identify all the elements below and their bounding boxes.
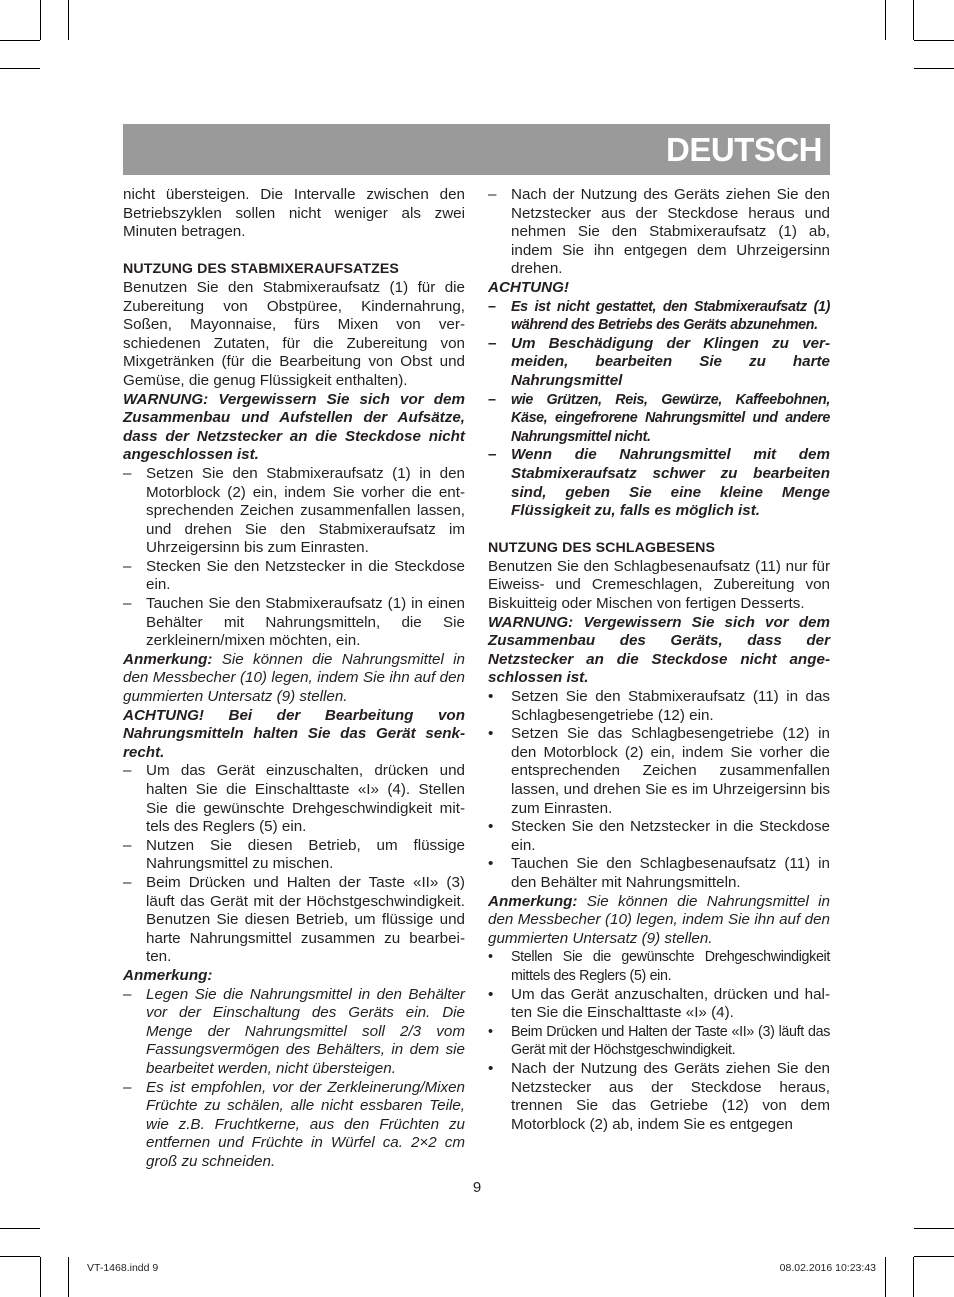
caution-label: ACHTUNG! (488, 278, 569, 296)
left-column (123, 186, 465, 1171)
list-item: • Um das Gerät anzuschalten, drücken und halten Sie die Einschalttaste «I» (4). (488, 986, 830, 1023)
list-item: – Stecken Sie den Netzstecker in die Steckdose ein. (123, 558, 465, 595)
crop-mark (0, 40, 40, 41)
list-item: – Beim Drücken und Halten der Taste «II» (3) läuft das Gerät mit der Höchstgeschwindigkeit. Benutzen Sie diesen Betrieb, um flüssige und harte Nahrungsmittel zusammen zu bearbeiten. (123, 874, 465, 967)
list-item: – Setzen Sie den Stabmixeraufsatz (1) in den Motorblock (2) ein, indem Sie vorher die entsprechenden Zeichen zusammenfallen lassen, und drehen Sie den Stabmixeraufsatz im Uhrzeigersinn bis zum Einrasten. (123, 465, 465, 558)
caution-list (488, 298, 830, 521)
footer-file-info: VT-1468.indd 9 (87, 1262, 159, 1274)
crop-mark (68, 0, 69, 40)
bullet-list (488, 688, 830, 893)
caution-paragraph: ACHTUNG! Bei der Bearbeitung von Nahrungsmitteln halten Sie das Gerät senkrecht. (123, 706, 465, 761)
crop-mark (914, 40, 954, 41)
list-item: – Um Beschädigung der Klingen zu vermeiden, bearbeiten Sie zu harte Nahrungsmittel (488, 335, 830, 391)
right-column (488, 186, 830, 1134)
list-item: – Es ist empfohlen, vor der Zerkleinerung/Mixen Früchte zu schälen, alle nicht essbaren Teile, wie z.B. Fruchtkerne, aus den Früchten zu entfernen und Früchte in Würfel ca. 2×2 cm groß zu schneiden. (123, 1079, 465, 1172)
note-label: Anmerkung: (488, 892, 578, 910)
crop-mark (40, 0, 41, 40)
list-item: – Nutzen Sie diesen Betrieb, um flüssige Nahrungsmittel zu mischen. (123, 837, 465, 874)
crop-mark (885, 1257, 886, 1297)
instruction-list (123, 465, 465, 651)
warning-paragraph: WARNUNG: Vergewissern Sie sich vor dem Zusammenbau und Aufstellen der Aufsätze, dass der Netzstecker an die Steckdose nicht angeschlossen ist. (123, 390, 465, 464)
note-paragraph (488, 893, 830, 949)
crop-mark (40, 1257, 41, 1297)
intro-paragraph: nicht übersteigen. Die Intervalle zwischen den Betriebszyklen sollen nicht weniger als zwei Minuten betragen. (123, 186, 465, 241)
instruction-list (123, 762, 465, 967)
list-item: • Beim Drücken und Halten der Taste «II» (3) läuft das Gerät mit der Höchstgeschwindigkeit. (488, 1023, 830, 1060)
section-heading: NUTZUNG DES SCHLAGBESENS (488, 540, 716, 557)
footer-timestamp: 08.02.2016 10:23:43 (779, 1262, 876, 1274)
list-item: • Stellen Sie die gewünschte Drehgeschwindigkeit mittels des Reglers (5) ein. (488, 948, 830, 985)
crop-mark (914, 1228, 954, 1229)
note-text: Sie können die Nahrungsmittel in den Messbecher (10) legen, indem Sie ihn auf den gummierten Untersatz (9) stellen. (488, 892, 830, 947)
crop-mark (914, 68, 954, 69)
body-paragraph: Benutzen Sie den Stabmixeraufsatz (1) für die Zubereitung von Obstpüree, Kindernahrung, Soßen, Mayonnaise, fürs Mixen von verschiedenen Zutaten, für die Zubereitung von Mixgetränken (für die Bearbeitung von Obst und Gemüse, die genug Flüssigkeit enthalten). (123, 278, 465, 389)
list-item: – Es ist nicht gestattet, den Stabmixeraufsatz (1) während des Betriebs des Geräts abzunehmen. (488, 298, 830, 335)
list-item: • Setzen Sie das Schlagbesengetriebe (12) in den Motorblock (2) ein, indem Sie vorher die entsprechenden Zeichen zusammenfallen lassen, und drehen Sie es im Uhrzeigersinn bis zum Einrasten. (488, 725, 830, 818)
crop-mark (913, 0, 914, 40)
list-item: – Wenn die Nahrungsmittel mit dem Stabmixeraufsatz schwer zu bearbeiten sind, geben Sie eine kleine Menge Flüssigkeit zu, falls es möglich ist. (488, 446, 830, 520)
crop-mark (0, 68, 40, 69)
crop-mark (913, 1257, 914, 1297)
crop-mark (914, 1256, 954, 1257)
crop-mark (885, 0, 886, 40)
note-paragraph (123, 651, 465, 707)
crop-mark (0, 1256, 40, 1257)
warning-paragraph: WARNUNG: Vergewissern Sie sich vor dem Zusammenbau des Geräts, dass der Netzstecker an die Steckdose nicht angeschlossen ist. (488, 613, 830, 687)
list-item: • Nach der Nutzung des Geräts ziehen Sie den Netzstecker aus der Steckdose heraus, trennen Sie das Getriebe (12) von dem Motorblock (2) ab, indem Sie es entgegen (488, 1060, 830, 1134)
note-list (123, 986, 465, 1172)
note-label: Anmerkung: (123, 650, 213, 668)
list-item: • Stecken Sie den Netzstecker in die Steckdose ein. (488, 818, 830, 855)
instruction-list (488, 186, 830, 279)
list-item: – Tauchen Sie den Stabmixeraufsatz (1) in einen Behälter mit Nahrungsmitteln, die Sie zerkleinern/mixen möchten, ein. (123, 595, 465, 651)
section-heading: NUTZUNG DES STABMIXERAUFSATZES (123, 261, 399, 278)
bullet-list (488, 948, 830, 1134)
list-item: – wie Grützen, Reis, Gewürze, Kaffeebohnen, Käse, eingefrorene Nahrungsmittel und andere Nahrungsmittel nicht. (488, 391, 830, 447)
header-bar (123, 124, 830, 175)
page-title: DEUTSCH (665, 131, 822, 168)
list-item: – Legen Sie die Nahrungsmittel in den Behälter vor der Einschaltung des Geräts ein. Die Menge der Nahrungsmittel soll 2/3 vom Fassungsvermögen des Behälters, in dem sie bearbeitet werden, nicht übersteigen. (123, 986, 465, 1079)
page-number: 9 (472, 1179, 482, 1196)
crop-mark (0, 1228, 40, 1229)
list-item: – Um das Gerät einzuschalten, drücken und halten Sie die Einschalttaste «I» (4). Stellen Sie die gewünschte Drehgeschwindigkeit mittels des Reglers (5) ein. (123, 762, 465, 836)
crop-mark (68, 1257, 69, 1297)
body-paragraph: Benutzen Sie den Schlagbesenaufsatz (11) nur für Eiweiss- und Cremeschlagen, Zubereitung von Biskuitteig oder Mischen von fertigen Desserts. (488, 557, 830, 613)
note-text: Sie können die Nahrungsmittel in den Messbecher (10) legen, indem Sie ihn auf den gummierten Untersatz (9) stellen. (123, 650, 465, 706)
note-label: Anmerkung: (123, 966, 213, 984)
list-item: • Tauchen Sie den Schlagbesenaufsatz (11) in den Behälter mit Nahrungsmitteln. (488, 855, 830, 892)
list-item: – Nach der Nutzung des Geräts ziehen Sie den Netzstecker aus der Steckdose heraus und nehmen Sie den Stabmixeraufsatz (1) ab, indem Sie ihn entgegen dem Uhrzeigersinn drehen. (488, 186, 830, 279)
list-item: • Setzen Sie den Stabmixeraufsatz (11) in das Schlagbesengetriebe (12) ein. (488, 688, 830, 725)
